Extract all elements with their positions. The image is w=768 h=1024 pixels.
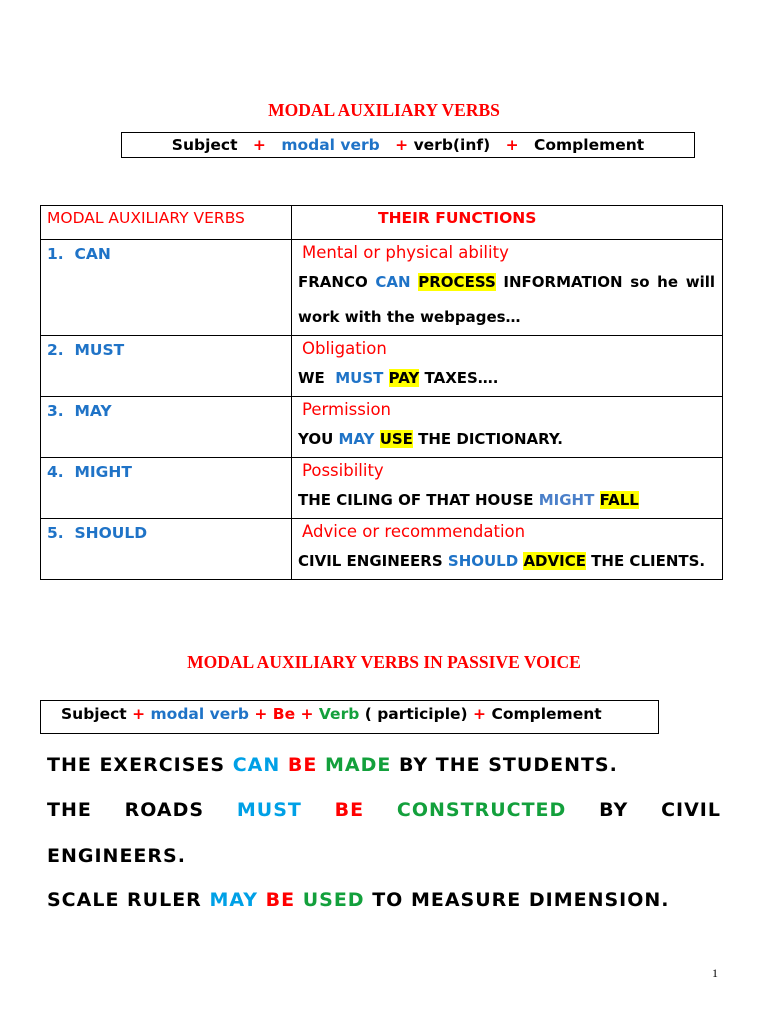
formula-verb: Verb	[318, 705, 360, 723]
table-row	[41, 458, 723, 519]
formula-plus: +	[254, 705, 268, 723]
table-row	[41, 397, 723, 458]
modal-verb: MIGHT	[74, 463, 132, 481]
sentence-be: BE	[334, 799, 365, 821]
example-sentence: FRANCO CAN PROCESS INFORMATION so he will work with the webpages…	[298, 273, 715, 326]
formula-subject: Subject	[61, 705, 127, 723]
example-main-verb: ADVICE	[523, 552, 586, 570]
header-functions: THEIR FUNCTIONS	[292, 206, 723, 240]
sentence-be: BE	[287, 754, 318, 776]
function-name: Possibility	[302, 461, 384, 480]
example-modal: SHOULD	[447, 552, 519, 570]
modal-verb: MUST	[74, 341, 125, 359]
example-sentence: YOU MAY USE THE DICTIONARY.	[298, 430, 563, 448]
modal-verbs-table	[40, 205, 723, 580]
formula-complement: Complement	[491, 705, 602, 723]
function-name: Permission	[302, 400, 391, 419]
formula-be: Be	[272, 705, 296, 723]
formula-subject: Subject	[171, 136, 238, 154]
page-title: MODAL AUXILIARY VERBS	[268, 100, 500, 120]
function-name: Advice or recommendation	[302, 522, 526, 541]
formula-verb: verb(inf)	[413, 136, 491, 154]
function-cell	[292, 240, 723, 336]
function-name: Obligation	[302, 339, 387, 358]
sentence-modal: MUST	[236, 799, 302, 821]
table-row	[41, 336, 723, 397]
function-cell	[292, 458, 723, 519]
passive-voice-formula	[40, 700, 659, 734]
formula-participle: ( participle)	[364, 705, 468, 723]
row-number: 2.	[47, 341, 64, 359]
row-number: 1.	[47, 245, 64, 263]
formula-plus: +	[300, 705, 314, 723]
formula-modal-verb: modal verb	[150, 705, 249, 723]
row-number: 3.	[47, 402, 64, 420]
formula-plus: +	[252, 136, 266, 154]
formula-plus: +	[473, 705, 487, 723]
passive-example-2-continuation: ENGINEERS.	[47, 845, 186, 867]
function-cell	[292, 397, 723, 458]
modal-verb: CAN	[74, 245, 111, 263]
row-number: 5.	[47, 524, 64, 542]
table-row	[41, 519, 723, 580]
page-number: 1	[712, 966, 718, 980]
sentence-verb: USED	[302, 889, 365, 911]
section-title-passive: MODAL AUXILIARY VERBS IN PASSIVE VOICE	[187, 652, 581, 672]
example-main-verb: PROCESS	[418, 273, 496, 291]
example-modal: MIGHT	[538, 491, 595, 509]
modal-verb-cell	[41, 240, 292, 336]
table-row	[41, 240, 723, 336]
modal-verb-formula	[121, 132, 695, 158]
modal-verb-cell	[41, 519, 292, 580]
header-modal-verbs: MODAL AUXILIARY VERBS	[41, 206, 292, 240]
example-main-verb: FALL	[599, 491, 639, 509]
example-main-verb: USE	[379, 430, 413, 448]
example-sentence: CIVIL ENGINEERS SHOULD ADVICE THE CLIENTS.	[298, 552, 706, 570]
example-main-verb: PAY	[388, 369, 420, 387]
modal-verb-cell	[41, 336, 292, 397]
modal-verb-cell	[41, 397, 292, 458]
passive-example-3: SCALE RULER MAY BE USED TO MEASURE DIMENSION.	[47, 889, 670, 911]
sentence-be: BE	[265, 889, 296, 911]
modal-verb-cell	[41, 458, 292, 519]
example-sentence: WE MUST PAY TAXES….	[298, 369, 499, 387]
modal-verb: SHOULD	[74, 524, 148, 542]
example-sentence: THE CILING OF THAT HOUSE MIGHT FALL	[298, 491, 639, 509]
sentence-verb: MADE	[324, 754, 392, 776]
formula-complement: Complement	[534, 136, 645, 154]
function-name: Mental or physical ability	[302, 243, 509, 262]
function-cell	[292, 519, 723, 580]
sentence-verb: CONSTRUCTED	[396, 799, 567, 821]
formula-modal-verb: modal verb	[281, 136, 380, 154]
formula-plus: +	[505, 136, 519, 154]
example-modal: CAN	[375, 273, 411, 291]
row-number: 4.	[47, 463, 64, 481]
passive-example-2: THE ROADS MUST BE CONSTRUCTED BY CIVIL	[47, 799, 721, 821]
sentence-modal: CAN	[232, 754, 281, 776]
modal-verb: MAY	[74, 402, 112, 420]
passive-example-1: THE EXERCISES CAN BE MADE BY THE STUDENTS.	[47, 754, 618, 776]
function-cell	[292, 336, 723, 397]
table-header-row	[41, 206, 723, 240]
example-modal: MAY	[338, 430, 375, 448]
formula-plus: +	[132, 705, 146, 723]
example-modal: MUST	[335, 369, 384, 387]
sentence-modal: MAY	[209, 889, 258, 911]
formula-plus: +	[395, 136, 409, 154]
